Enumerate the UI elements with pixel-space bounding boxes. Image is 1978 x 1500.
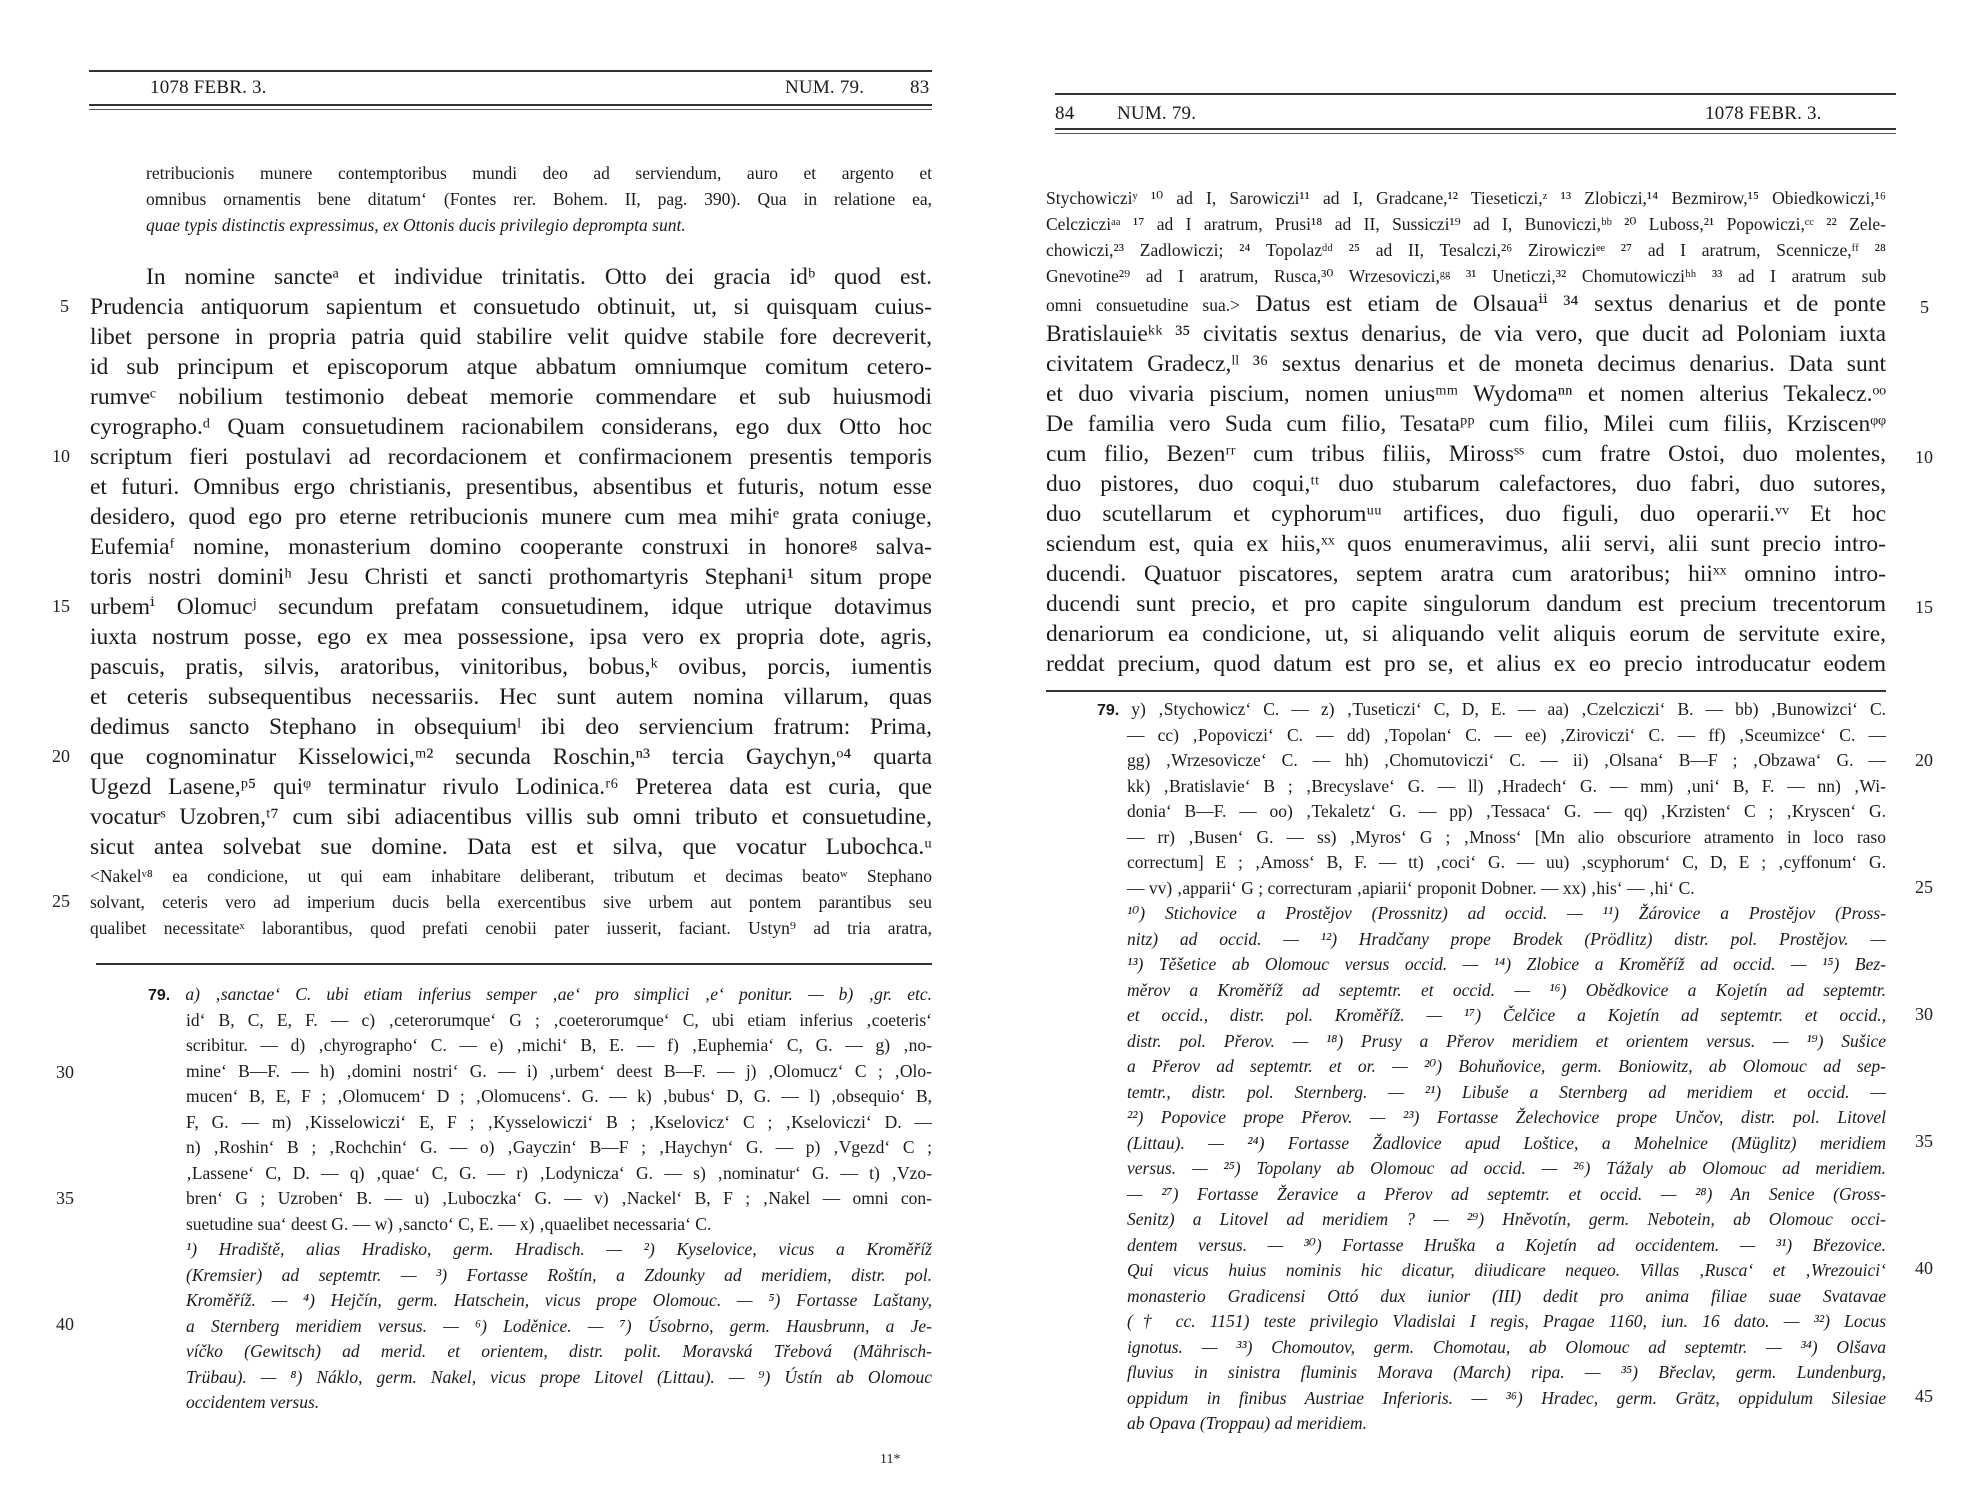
header-page-number: 84 [1055,103,1075,124]
line-number: 25 [1915,877,1933,897]
body-small-line: solvant, ceteris vero ad imperium ducis bella exercentibus sive urbem aut pontem parantibus seu [90,892,932,912]
line-number: 45 [1915,1386,1933,1406]
header-rule-double [1055,128,1896,134]
footnote-line: 79. y) ‚Stychowicz‘ C. — z) ‚Tuseticzi‘ C, D, E. — aa) ‚Czelcziczi‘ B. — bb) ‚Bunowizci‘ C. [1097,699,1886,719]
body-line: cyrographo.ᵈ Quam consuetudinem racionabilem considerans, ego dux Otto hoc [90,414,932,440]
footnote-line: mucen‘ B, E, F ; ‚Olomucem‘ D ; ‚Olomucens‘. G. — k) ‚bubus‘ D, G. — l) ‚obsequio‘ B, [186,1086,932,1106]
footnote-line: donia‘ B—F. — oo) ‚Tekaletz‘ G. — pp) ‚Tessaca‘ G. — qq) ‚Krzisten‘ C ; ‚Kryscen‘ G. [1127,801,1886,821]
body-line: Eufemiaᶠ nomine, monasterium domino cooperante construxi in honoreᵍ salva- [90,534,932,560]
footnote-label: 79. [1097,702,1120,719]
footnote-line: ignotus. — ³³) Chomoutov, germ. Chomotau, ab Olomouc ad septemtr. — ³⁴) Olšava [1127,1336,1886,1357]
body-line: denariorum ea condicione, ut, si aliquando velit aliquis eorum de servitute exire, [1046,621,1886,647]
body-line: et futuri. Omnibus ergo christianis, presentibus, absentibus et futuris, notum esse [90,474,932,500]
footnote-line: n) ‚Roshin‘ B ; ‚Rochchin‘ G. — o) ‚Gayczin‘ B—F ; ‚Haychyn‘ G. — p) ‚Vgezd‘ C ; [186,1137,932,1157]
body-line: Prudencia antiquorum sapientum et consuetudo obtinuit, ut, si quisquam cuius- [90,294,932,320]
body-line: toris nostri dominiʰ Jesu Christi et sancti prothomartyris Stephani¹ situm prope [90,564,932,590]
footnote-line: ab Opava (Troppau) ad meridiem. [1127,1413,1367,1433]
footnote-line: ¹⁰) Stichovice a Prostějov (Prossnitz) ad occid. — ¹¹) Žárovice a Prostějov (Pross- [1127,903,1886,923]
footnote-line: 79. a) ‚sanctae‘ C. ubi etiam inferius semper ‚ae‘ pro simplici ‚e‘ ponitur. — b) ‚gr. etc. [148,984,932,1004]
intro-line: omnibus ornamentis bene ditatum‘ (Fontes rer. Bohem. II, pag. 390). Qua in relatione ea, [146,189,932,209]
body-line: libet persone in propria patria quid stabilire velit quidve stabile fore decreverit, [90,324,932,350]
footnote-line: mine‘ B—F. — h) ‚domini nostri‘ G. — i) ‚urbem‘ deest B—F. — j) ‚Olomucz‘ C ; ‚Olo- [186,1060,932,1081]
footnote-line: měrov a Kroměříž ad septemtr. et occid. — ¹⁶) Obědkovice a Kojetín ad septemtr. [1127,979,1886,1000]
footnote-line: Qui vicus huius nominis hic dicatur, diiudicare nequeo. Villas ‚Rusca‘ et ‚Wrezouici‘ [1127,1260,1886,1280]
footnote-rule [96,963,932,965]
footnote-line: scribitur. — d) ‚chyrographo‘ C. — e) ‚michi‘ B, E. — f) ‚Euphemia‘ C, G. — g) ‚no- [186,1035,932,1055]
body-line: dedimus sancto Stephano in obsequiumˡ ibi deo serviencium fratrum: Prima, [90,714,932,740]
footnotes [1097,697,1886,1437]
body-small-line: <Nakelᵛ⁸ ea condicione, ut qui eam inhabitare deliberant, tributum et decimas beatoʷ Stephano [90,866,932,886]
body-line: duo scutellarum et cyphorumᵘᵘ artifices, duo figuli, duo operarii.ᵛᵛ Et hoc [1046,501,1886,527]
header-rule-top [89,70,932,72]
footnote-line: ‚Lassene‘ C, D. — q) ‚quae‘ C, G. — r) ‚Lodynicza‘ G. — s) ‚nominatur‘ G. — t) ‚Vzo- [186,1162,932,1183]
body-small-line: Gnevotine²⁹ ad I aratrum, Rusca,³⁰ Wrzesoviczi,ᵍᵍ ³¹ Uneticzi,³² Chomutowicziʰʰ ³³ ad I aratrum sub [1046,266,1886,286]
footnote-rule [1046,690,1886,692]
footnote-line: (Littau). — ²⁴) Fortasse Žadlovice apud Loštice, a Mohelnice (Müglitz) meridiem [1127,1132,1886,1153]
line-number: 5 [60,296,69,316]
footnote-line: id‘ B, C, E, F. — c) ‚ceterorumque‘ G ; ‚coeterorumque‘ C, ubi etiam inferius ‚coeteris‘ [186,1009,932,1030]
body-line: id sub principum et episcoporum atque abbatum omniumque comitum cetero- [90,354,932,380]
line-number: 5 [1920,297,1929,317]
header-rule-double [89,104,932,110]
line-number: 40 [56,1314,74,1334]
footnote-line: a Sternberg meridiem versus. — ⁶) Loděnice. — ⁷) Úsobrno, germ. Hausbrunn, a Je- [186,1315,932,1336]
line-number: 15 [1915,597,1933,617]
body-line: De familia vero Suda cum filio, Tesataᵖᵖ cum filio, Milei cum filiis, Krziscenᵠᵠ [1046,411,1886,437]
footnote-line: occidentem versus. [186,1392,320,1412]
body-line: pascuis, pratis, silvis, aratoribus, vinitoribus, bobus,ᵏ ovibus, porcis, iumentis [90,654,932,680]
body-line: ducendi. Quatuor piscatores, septem aratra cum aratoribus; hiiˣˣ omnino intro- [1046,561,1886,587]
footnote-line: ¹³) Těšetice ab Olomouc versus occid. — ¹⁴) Zlobice a Kroměříž ad occid. — ¹⁵) Bez- [1127,954,1886,974]
body-line: reddat precium, quod datum est pro se, et alius ex eo precio introducatur eodem [1046,651,1886,677]
body-small-line: chowiczi,²³ Zadlowiczi; ²⁴ Topolazᵈᵈ ²⁵ ad II, Tesalczi,²⁶ Zirowicziᵉᵉ ²⁷ ad I aratrum, Scennicze,ᶠᶠ ²⁸ [1046,240,1886,260]
body-line: Ugezd Lasene,ᵖ⁵ quiᵠ terminatur rivulo Lodinica.ʳ⁶ Preterea data est curia, que [90,774,932,800]
footnote-line: oppidum in finibus Austriae Inferioris. — ³⁶) Hradec, germ. Grätz, oppidulum Silesiae [1127,1387,1886,1408]
footnote-line: — rr) ‚Busen‘ G. — ss) ‚Myros‘ G ; ‚Mnoss‘ [Mn alio obscuriore atramento in loco raso [1127,826,1886,847]
line-number: 35 [56,1188,74,1208]
body-line: iuxta nostrum posse, ego ex mea possessione, ipsa vero ex propria dote, agris, [90,624,932,650]
footnote-line: — cc) ‚Popoviczi‘ C. — dd) ‚Topolan‘ C. — ee) ‚Ziroviczi‘ C. — ff) ‚Sceumizce‘ C. — [1127,724,1886,745]
body-line: sciendum est, quia ex hiis,ˣˣ quos enumeravimus, alii servi, alii sunt precio intro- [1046,531,1886,557]
body-small-line: Stychowicziʸ ¹⁰ ad I, Sarowiczi¹¹ ad I, Gradcane,¹² Tieseticzi,ᶻ ¹³ Zlobiczi,¹⁴ Bezmirow,¹⁵ Obiedkowiczi,¹⁶ [1046,188,1886,208]
line-number: 15 [52,596,70,616]
body-line: duo pistores, duo coqui,ᵗᵗ duo stubarum calefactores, duo fabri, duo sutores, [1046,471,1886,497]
charter-text-small [90,863,932,941]
body-line: desidero, quod ego pro eterne retribucionis munere cum mea mihiᵉ grata coniuge, [90,504,932,530]
footnote-line: (Kremsier) ad septemtr. — ³) Fortasse Roštín, a Zdounky ad meridiem, distr. pol. [186,1264,932,1285]
footnote-line: nitz) ad occid. — ¹²) Hradčany prope Brodek (Prödlitz) distr. pol. Prostějov. — [1127,928,1886,949]
body-line: vocaturˢ Uzobren,ᵗ⁷ cum sibi adiacentibus villis sub omni tributo et consuetudine, [90,804,932,830]
footnote-line: kk) ‚Bratislavie‘ B ; ‚Brecyslave‘ G. — ll) ‚Hradech‘ G. — mm) ‚uni‘ B, F. — nn) ‚Wi- [1127,775,1886,796]
footnote-line: ¹) Hradiště, alias Hradisko, germ. Hradisch. — ²) Kyselovice, vicus a Kroměříž [186,1239,932,1259]
footnote-line: Trübau). — ⁸) Náklo, germ. Nakel, vicus prope Litovel (Littau). — ⁹) Ústín ab Olomouc [186,1366,932,1387]
body-fragment: Datus est etiam de Olsauaⁱⁱ ³⁴ sextus denarius et de ponte [1255,291,1886,317]
footnote-line: versus. — ²⁵) Topolany ab Olomouc ad occid. — ²⁶) Tážaly ab Olomouc ad meridiem. [1127,1158,1886,1178]
charter-text [90,262,932,862]
body-line [1046,289,1886,319]
body-line: In nomine sancteᵃ et individue trinitatis. Otto dei gracia idᵇ quod est. [146,264,932,290]
body-small-line: qualibet necessitateˣ laborantibus, quod prefati cenobii pater iusserit, faciant. Ustyn⁹ ad tria aratra, [90,918,932,938]
charter-text [1046,289,1886,679]
line-number: 35 [1915,1131,1933,1151]
footnote-line: — vv) ‚apparii‘ G ; correcturam ‚apiarii‘ proponit Dobner. — xx) ‚his‘ — ‚hi‘ C. [1127,877,1695,898]
footnote-line: ²²) Popovice prope Přerov. — ²³) Fortasse Želechovice prope Unčov, distr. pol. Litovel [1127,1107,1886,1127]
footnote-line: monasterio Gradicensi Ottó dux iunior (III) dedit pro anima filiae suae Svatavae [1127,1285,1886,1306]
footnote-line: distr. pol. Přerov. — ¹⁸) Prusy a Přerov meridiem et orientem versus. — ¹⁹) Sušice [1127,1030,1886,1051]
body-line: Bratislauieᵏᵏ ³⁵ civitatis sextus denarius, de via vero, que ducit ad Poloniam iuxta [1046,321,1886,347]
header-date: 1078 FEBR. 3. [1705,103,1822,124]
body-line: ducendi sunt precio, et pro capite singulorum dandum est precium trecentorum [1046,591,1886,617]
body-line: sicut antea solvebat sue domine. Data est et silva, que vocatur Lubochca.ᵘ [90,834,932,860]
body-line: et ceteris subsequentibus necessariis. Hec sunt autem nomina villarum, quas [90,684,932,710]
line-number: 10 [52,446,70,466]
footnotes [150,982,932,1416]
header-date: 1078 FEBR. 3. [150,77,267,98]
footnote-line: et occid., distr. pol. Kroměříž. — ¹⁷) Čelčice a Kojetín ad septemtr. et occid., [1127,1005,1886,1025]
footnote-line: suetudine sua‘ deest G. — w) ‚sancto‘ C, E. — x) ‚quaelibet necessaria‘ C. [186,1213,712,1234]
footnote-line: F, G. — m) ‚Kisselowiczi‘ E, F ; ‚Kysselowiczi‘ B ; ‚Kselovicz‘ C ; ‚Kseloviczi‘ D. — [186,1111,932,1132]
signature-mark: 11* [880,1452,901,1467]
line-number: 30 [1915,1004,1933,1024]
line-number: 40 [1915,1258,1933,1278]
line-number: 10 [1915,447,1933,467]
intro-line: quae typis distinctis expressimus, ex Ottonis ducis privilegio deprompta sunt. [146,215,686,235]
footnote-line: dentem versus. — ³⁰) Fortasse Hruška a Kojetín ad occidentem. — ³¹) Březovice. [1127,1234,1886,1255]
body-line: cum filio, Bezenʳʳ cum tribus filiis, Mirossˢˢ cum fratre Ostoi, duo molentes, [1046,441,1886,467]
header-rule-top [1055,93,1896,95]
body-line: urbemⁱ Olomucʲ secundum prefatam consuetudinem, idque utrique dotavimus [90,594,932,620]
intro-text [146,160,932,238]
body-line: rumveᶜ nobilium testimonio debeat memorie commendare et sub huiusmodi [90,384,932,410]
footnote-line: bren‘ G ; Uzroben‘ B. — u) ‚Luboczka‘ G. — v) ‚Nackel‘ B, F ; ‚Nakel — omni con- [186,1188,932,1208]
footnote-label: 79. [148,987,171,1004]
body-small-fragment: omni consuetudine sua.> [1046,295,1240,315]
line-number: 30 [56,1062,74,1082]
body-line: que cognominatur Kisselowici,ᵐ² secunda Roschin,ⁿ³ tercia Gaychyn,ᵒ⁴ quarta [90,744,932,770]
body-small-line: Celczicziᵃᵃ ¹⁷ ad I aratrum, Prusi¹⁸ ad II, Sussiczi¹⁹ ad I, Bunoviczi,ᵇᵇ ²⁰ Luboss,²¹ Popowiczi,ᶜᶜ ²² Zele- [1046,214,1886,234]
footnote-line: Kroměříž. — ⁴) Hejčín, germ. Hatschein, vicus prope Olomouc. — ⁵) Fortasse Laštany, [186,1290,932,1310]
header-number: NUM. 79. [1117,103,1197,124]
header-number: NUM. 79. [785,77,865,98]
body-line: scriptum fieri postulavi ad recordacionem et confirmacionem presentis temporis [90,444,932,470]
charter-text-small [1046,185,1886,289]
footnote-line: a Přerov ad septemtr. et or. — ²⁰) Bohuňovice, germ. Boniowitz, ab Olomouc ad sep- [1127,1056,1886,1076]
footnote-line: Senitz) a Litovel ad meridiem ? — ²⁹) Hněvotín, germ. Nebotein, ab Olomouc occi- [1127,1209,1886,1229]
footnote-line: temtr., distr. pol. Sternberg. — ²¹) Libuše a Sternberg ad meridiem et occid. — [1127,1081,1886,1102]
footnote-line: († cc. 1151) teste privilegio Vladislai I regis, Pragae 1160, iun. 16 dato. — ³²) Locus [1127,1311,1886,1331]
footnote-line: gg) ‚Wrzesovicze‘ C. — hh) ‚Chomutoviczi‘ C. — ii) ‚Olsana‘ B—F ; ‚Obzawa‘ G. — [1127,750,1886,770]
intro-line: retribucionis munere contemptoribus mundi deo ad serviendum, auro et argento et [146,163,932,183]
right-page [990,0,1978,1500]
footnote-line: — ²⁷) Fortasse Žeravice a Přerov ad septemtr. et occid. — ²⁸) An Senice (Gross- [1127,1183,1886,1204]
footnote-line: correctum] E ; ‚Amoss‘ B, F. — tt) ‚coci‘ G. — uu) ‚scyphorum‘ C, D, E ; ‚cyffonum‘ G. [1127,852,1886,872]
header-page-number: 83 [910,77,930,98]
line-number: 25 [52,891,70,911]
footnote-line: víčko (Gewitsch) ad merid. et orientem, distr. polit. Moravská Třebová (Mährisch- [186,1341,932,1361]
body-line: civitatem Gradecz,ˡˡ ³⁶ sextus denarius et de moneta decimus denarius. Data sunt [1046,351,1886,377]
line-number: 20 [52,746,70,766]
line-number: 20 [1915,750,1933,770]
footnote-line: fluvius in sinistra fluminis Morava (March) ripa. — ³⁵) Břeclav, germ. Lundenburg, [1127,1362,1886,1382]
body-line: et duo vivaria piscium, nomen uniusᵐᵐ Wydomaⁿⁿ et nomen alterius Tekalecz.ᵒᵒ [1046,381,1886,407]
